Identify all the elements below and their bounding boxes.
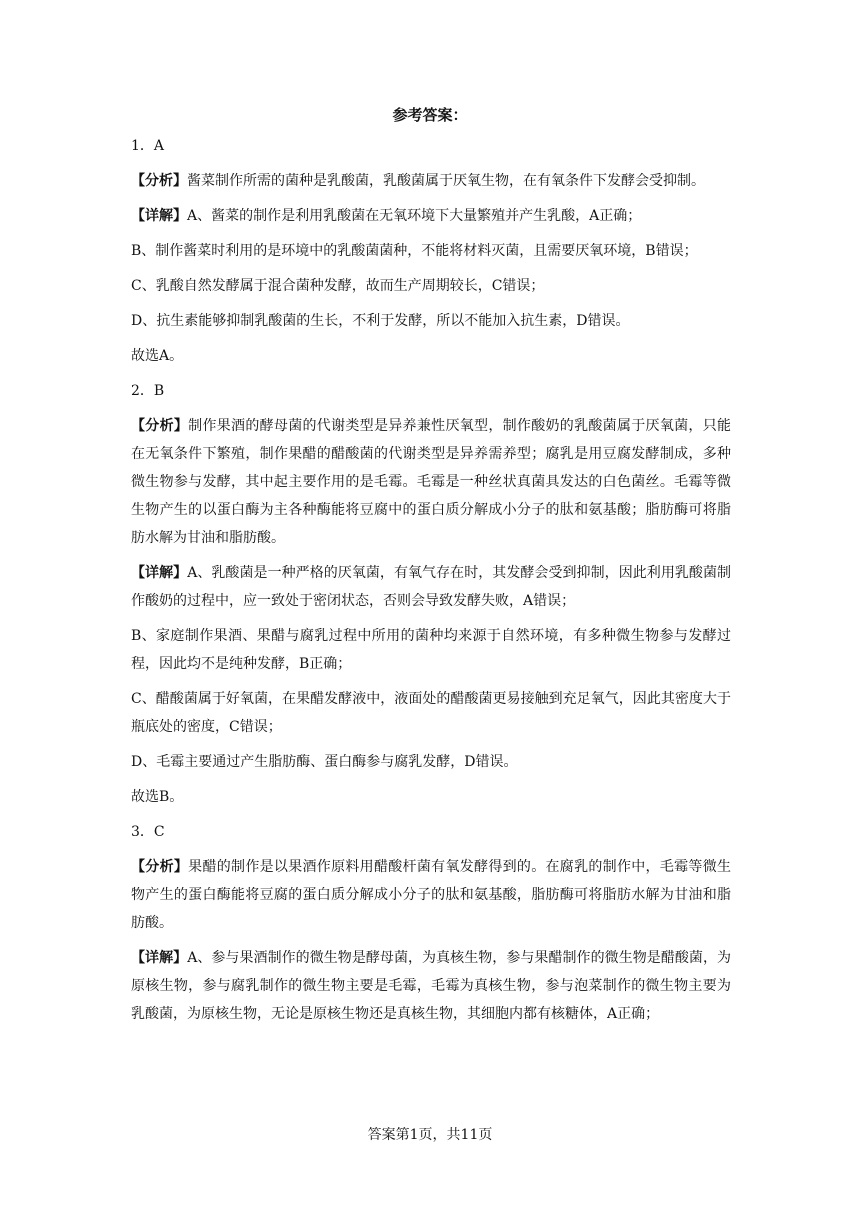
paragraph-text: A、参与果酒制作的微生物是酵母菌，为真核生物，参与果醋制作的微生物是醋酸菌，为原核生物，参与腐乳制作的微生物主要是毛霉，毛霉为真核生物，参与泡菜制作的微生物主要为乳酸菌，为原核生物，无论是原核生物还是真核生物，其细胞内都有核糖体，A正确；: [131, 950, 732, 1022]
section-label: 【详解】: [131, 950, 188, 966]
paragraph-text: 3．C: [131, 824, 165, 840]
answer-paragraph: [131, 237, 731, 265]
answer-paragraph: [131, 748, 731, 776]
answer-paragraph: [131, 132, 731, 160]
paragraph-text: 2．B: [131, 383, 165, 399]
answer-paragraph: [131, 272, 731, 300]
answer-paragraph: [131, 377, 731, 405]
paragraph-text: 制作果酒的酵母菌的代谢类型是异养兼性厌氧型，制作酸奶的乳酸菌属于厌氧菌，只能在无氧条件下繁殖，制作果醋的醋酸菌的代谢类型是异养需养型；腐乳是用豆腐发酵制成，多种微生物参与发酵，其中起主要作用的是毛霉。毛霉是一种丝状真菌具发达的白色菌丝。毛霉等微生物产生的以蛋白酶为主各种酶能将豆腐中的蛋白质分解成小分子的肽和氨基酸；脂肪酶可将脂肪水解为甘油和脂肪酸。: [131, 418, 731, 546]
paragraph-text: A、酱菜的制作是利用乳酸菌在无氧环境下大量繁殖并产生乳酸，A正确；: [187, 208, 642, 224]
answer-paragraph: [131, 944, 731, 1028]
answer-paragraph: [131, 853, 731, 937]
section-label: 【分析】: [131, 859, 189, 875]
answer-paragraph: [131, 622, 731, 678]
section-label: 【分析】: [131, 173, 187, 189]
section-label: 【详解】: [131, 565, 188, 581]
answer-paragraph: [131, 342, 731, 370]
paragraph-text: 故选A。: [131, 348, 184, 364]
answer-paragraph: [131, 818, 731, 846]
paragraph-text: C、乳酸自然发酵属于混合菌种发酵，故而生产周期较长，C错误；: [131, 278, 545, 294]
answer-paragraph: [131, 685, 731, 741]
answer-paragraph: [131, 783, 731, 811]
paragraph-text: A、乳酸菌是一种严格的厌氧菌，有氧气存在时，其发酵会受到抑制，因此利用乳酸菌制作酸奶的过程中，应一致处于密闭状态，否则会导致发酵失败，A错误；: [131, 565, 732, 609]
answer-paragraph: [131, 307, 731, 335]
paragraph-text: D、抗生素能够抑制乳酸菌的生长，不利于发酵，所以不能加入抗生素，D错误。: [131, 313, 630, 329]
paragraph-text: C、醋酸菌属于好氧菌，在果醋发酵液中，液面处的醋酸菌更易接触到充足氧气，因此其密度大于瓶底处的密度，C错误；: [131, 691, 731, 735]
paragraph-text: D、毛霉主要通过产生脂肪酶、蛋白酶参与腐乳发酵，D错误。: [131, 754, 518, 770]
answer-paragraph: [131, 559, 731, 615]
page-footer: 答案第1页，共11页: [367, 1127, 493, 1143]
paragraph-text: 酱菜制作所需的菌种是乳酸菌，乳酸菌属于厌氧生物，在有氧条件下发酵会受抑制。: [187, 173, 705, 189]
paragraph-text: 1．A: [131, 138, 165, 154]
section-label: 【详解】: [131, 208, 187, 224]
answer-content: [131, 132, 731, 1035]
paragraph-text: B、制作酱菜时利用的是环境中的乳酸菌菌种，不能将材料灭菌，且需要厌氧环境，B错误；: [131, 243, 698, 259]
paragraph-text: 果醋的制作是以果酒作原料用醋酸杆菌有氧发酵得到的。在腐乳的制作中，毛霉等微生物产生的蛋白酶能将豆腐的蛋白质分解成小分子的肽和氨基酸，脂肪酶可将脂肪水解为甘油和脂肪酸。: [131, 859, 731, 931]
section-label: 【分析】: [131, 418, 189, 434]
answer-paragraph: [131, 412, 731, 552]
answer-paragraph: [131, 202, 731, 230]
paragraph-text: B、家庭制作果酒、果醋与腐乳过程中所用的菌种均来源于自然环境，有多种微生物参与发酵过程，因此均不是纯种发酵，B正确；: [131, 628, 731, 672]
paragraph-text: 故选B。: [131, 789, 184, 805]
answer-paragraph: [131, 167, 731, 195]
page-title: 参考答案：: [392, 106, 468, 124]
